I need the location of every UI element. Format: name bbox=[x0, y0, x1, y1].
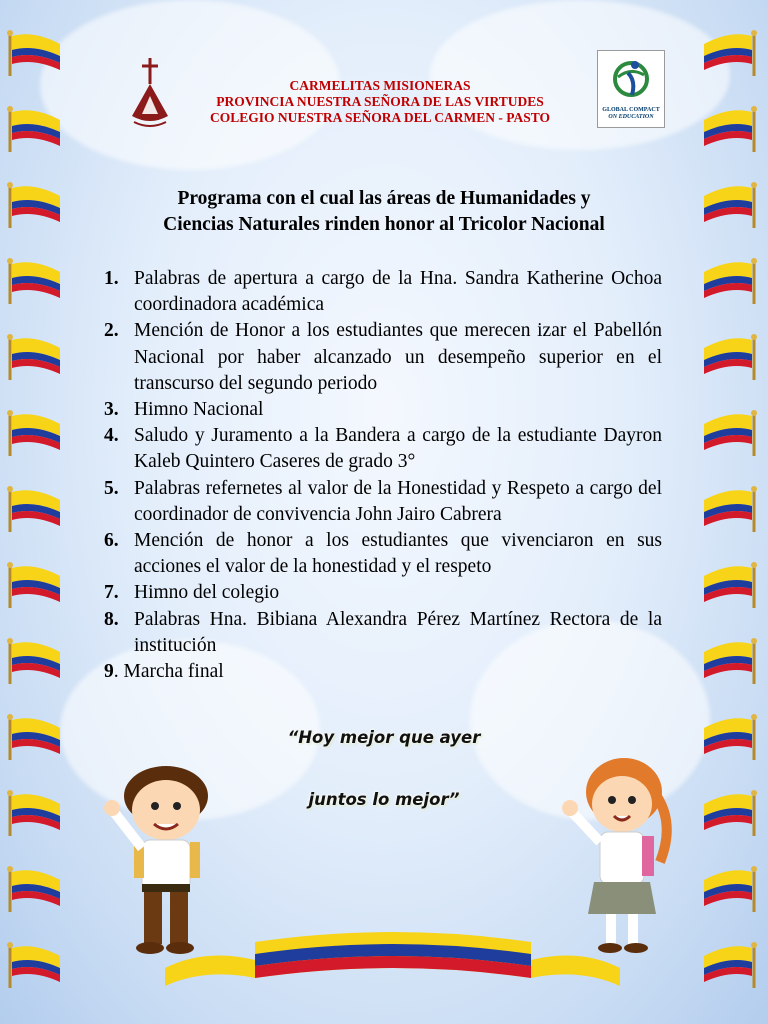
colombia-flag-icon bbox=[700, 486, 758, 532]
item-text: . Marcha final bbox=[113, 661, 224, 683]
colombia-flag-icon bbox=[700, 410, 758, 456]
program-item bbox=[104, 528, 662, 580]
item-number: 3. bbox=[104, 399, 119, 421]
program-item bbox=[104, 607, 662, 659]
item-text: Mención de honor a los estudiantes que vivenciaron en sus acciones el valor de la honestidad y el respeto bbox=[134, 530, 662, 578]
globe-icon bbox=[598, 51, 664, 107]
flag-ribbon bbox=[165, 928, 620, 988]
quote-line-1: “Hoy mejor que ayer bbox=[287, 728, 481, 747]
colombia-flag-icon bbox=[700, 30, 758, 76]
colombia-flag-icon bbox=[700, 866, 758, 912]
colombia-flag-icon bbox=[700, 182, 758, 228]
item-text: Saludo y Juramento a la Bandera a cargo de la estudiante Dayron Kaleb Quintero Caseres de grado 3° bbox=[134, 425, 662, 473]
colombia-flag-icon bbox=[700, 714, 758, 760]
header-line-1: CARMELITAS MISIONERAS bbox=[289, 78, 471, 93]
program-title bbox=[100, 186, 668, 238]
colombia-flag-icon bbox=[6, 714, 64, 760]
colombia-flag-icon bbox=[6, 562, 64, 608]
program-list bbox=[104, 266, 662, 685]
program-item bbox=[104, 580, 662, 606]
global-compact-logo bbox=[597, 50, 665, 128]
colombia-flag-icon bbox=[6, 334, 64, 380]
item-number: 8. bbox=[104, 608, 119, 630]
colombia-flag-icon bbox=[6, 410, 64, 456]
item-text: Himno Nacional bbox=[134, 399, 264, 421]
carmelite-logo bbox=[128, 56, 172, 130]
gc-caption-1: GLOBAL COMPACT bbox=[602, 107, 660, 113]
item-number: 5. bbox=[104, 477, 119, 499]
program-item bbox=[104, 266, 662, 318]
header-line-3: COLEGIO NUESTRA SEÑORA DEL CARMEN - PASTO bbox=[209, 110, 551, 125]
item-text: Mención de Honor a los estudiantes que merecen izar el Pabellón Nacional por haber alcanzado un desempeño superior en el transcurso del segundo periodo bbox=[134, 320, 662, 394]
item-number: 7. bbox=[104, 582, 119, 604]
title-line-2: Ciencias Naturales rinden honor al Tricolor Nacional bbox=[163, 214, 605, 235]
header-line-2: PROVINCIA NUESTRA SEÑORA DE LAS VIRTUDES bbox=[216, 94, 544, 109]
item-text: Himno del colegio bbox=[134, 582, 280, 604]
colombia-flag-icon bbox=[700, 638, 758, 684]
colombia-flag-icon bbox=[6, 486, 64, 532]
quote-line-2: juntos lo mejor” bbox=[308, 790, 460, 809]
program-item bbox=[104, 318, 662, 397]
colombia-flag-icon bbox=[6, 106, 64, 152]
colombia-flag-icon bbox=[700, 562, 758, 608]
colombia-flag-icon bbox=[6, 638, 64, 684]
background-cloud bbox=[430, 0, 730, 150]
colombia-flag-icon bbox=[6, 866, 64, 912]
item-number: 2. bbox=[104, 320, 119, 342]
colombia-flag-icon bbox=[6, 182, 64, 228]
colombia-flag-icon bbox=[700, 334, 758, 380]
item-number: 9 bbox=[104, 661, 114, 683]
item-text: Palabras de apertura a cargo de la Hna. Sandra Katherine Ochoa coordinadora académica bbox=[134, 268, 662, 316]
program-item bbox=[104, 423, 662, 475]
title-line-1: Programa con el cual las áreas de Humanidades y bbox=[177, 188, 591, 209]
colombia-flag-icon bbox=[6, 942, 64, 988]
colombia-flag-icon bbox=[6, 790, 64, 836]
item-text: Palabras Hna. Bibiana Alexandra Pérez Martínez Rectora de la institución bbox=[134, 608, 662, 656]
colombia-flag-icon bbox=[6, 258, 64, 304]
colombia-flag-icon bbox=[700, 106, 758, 152]
colombia-flag-icon bbox=[700, 790, 758, 836]
gc-caption-2: ON EDUCATION bbox=[608, 114, 654, 120]
program-item bbox=[104, 476, 662, 528]
program-item bbox=[104, 397, 662, 423]
item-text: Palabras refernetes al valor de la Honestidad y Respeto a cargo del coordinador de convivencia John Jairo Cabrera bbox=[134, 477, 662, 525]
program-item bbox=[104, 659, 662, 685]
colombia-flag-icon bbox=[700, 258, 758, 304]
item-number: 1. bbox=[104, 268, 119, 289]
school-header bbox=[170, 78, 590, 126]
colombia-flag-icon bbox=[700, 942, 758, 988]
colombia-flag-icon bbox=[6, 30, 64, 76]
item-number: 4. bbox=[104, 425, 119, 447]
item-number: 6. bbox=[104, 530, 119, 552]
